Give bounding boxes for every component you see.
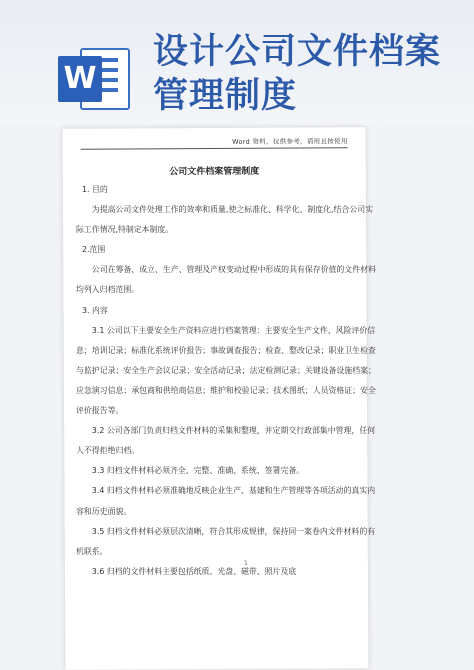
- body-paragraph: 3.2 公司各部门负责归档文件材料的采集和整理，并定期交行政部集中管理，任何人不得拒绝归档。: [76, 426, 376, 456]
- header-note: Word 资料，仅供参考，请用且按使用: [232, 137, 348, 146]
- word-icon-letter: W: [58, 56, 102, 102]
- body-paragraph: 3.1 公司以下主要安全生产资料应进行档案管理：主要安全生产文件、风险评价信息；培训记录；标准化系统评价报告；事故调查报告；检查、整改记录；职业卫生检查与监护记录；安全生产会议记录；安全活动记录；法定检测记录；关键设备设施档案；应急演习信息；承包商和供给商信息；维护和校验记录；技术图纸；人员资格证；安全评价报告等。: [76, 325, 376, 416]
- page-title: [153, 30, 453, 118]
- header-divider: [81, 147, 348, 149]
- body-paragraph: 3.4 归档文件材料必须准确地反映企业生产、基建和生产管理等各项活动的真实内容和历史面貌。: [76, 486, 376, 516]
- body-paragraph: 3.5 归档文件材料必须层次清晰，符合其形成规律，保持同一案卷内文件材料的有机联系。: [76, 526, 376, 556]
- document-body: [76, 180, 379, 582]
- section-heading: 2.范围: [82, 245, 106, 255]
- page-number: 1: [244, 560, 248, 567]
- section-heading: 3. 内容: [82, 305, 108, 315]
- body-paragraph: 为提高公司文件处理工作的效率和质量,使之标准化、科学化、制度化,结合公司实际工作情况,特制定本制度。: [76, 205, 373, 235]
- page-title-line-1: 设计公司文件档案: [153, 32, 442, 72]
- body-paragraph: 公司在筹备、成立、生产、管理及产权变动过程中形成的具有保存价值的文件材料均列入归档范围。: [76, 265, 376, 295]
- word-icon: [58, 42, 128, 112]
- body-paragraph: 3.6 归档的文件材料主要包括纸质、光盘、磁带、照片及底: [91, 566, 297, 576]
- document-title: 公司文件档案管理制度: [169, 166, 260, 178]
- section-heading: 1. 目的: [82, 185, 108, 194]
- body-paragraph: 3.3 归档文件材料必须齐全、完整、准确、系统、签署完备。: [91, 466, 305, 476]
- header-banner: [0, 0, 474, 125]
- page-title-line-2: 管理制度: [153, 76, 298, 116]
